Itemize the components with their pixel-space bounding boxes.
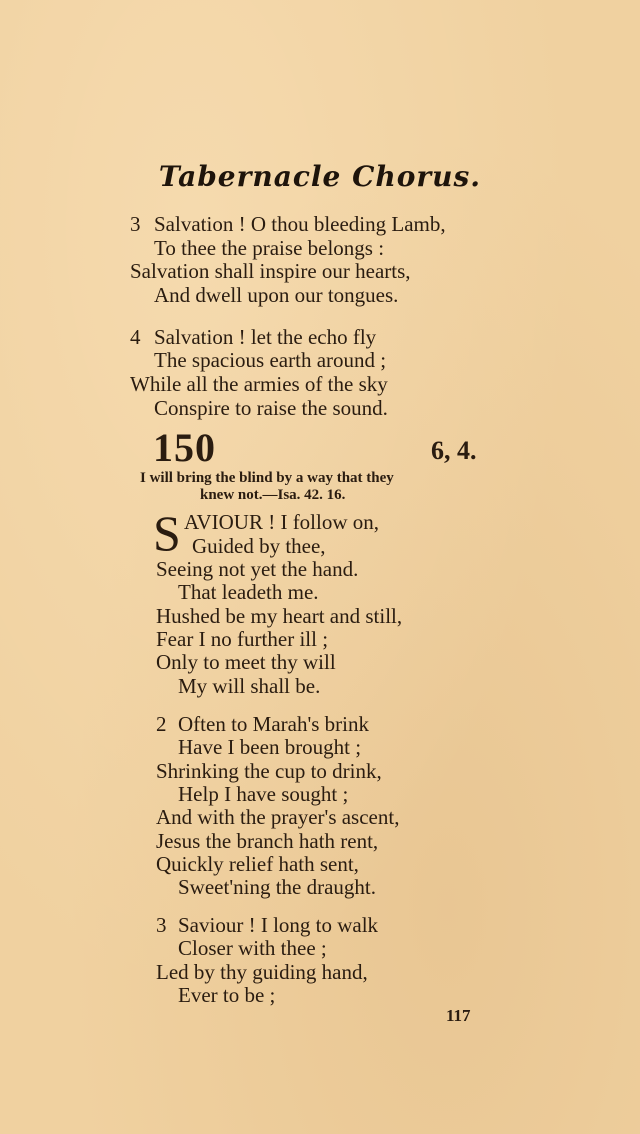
verse-line: Ever to be ;: [178, 983, 276, 1007]
verse-line: Seeing not yet the hand.: [156, 557, 359, 581]
scripture-epigraph: knew not.—Isa. 42. 16.: [200, 487, 346, 503]
scripture-epigraph: I will bring the blind by a way that they: [140, 470, 394, 486]
hymn-number: 150: [153, 425, 216, 470]
verse-line: Hushed be my heart and still,: [156, 604, 403, 628]
verse-line: That leadeth me.: [178, 580, 319, 604]
verse-line: Conspire to raise the sound.: [154, 396, 388, 420]
running-header: Tabernacle Chorus.: [158, 160, 482, 193]
verse-line: Salvation shall inspire our hearts,: [130, 259, 411, 283]
stanza-number: 4: [130, 325, 141, 349]
verse-line: Quickly relief hath sent,: [156, 852, 359, 876]
hymn-meter: 6, 4.: [431, 436, 477, 465]
verse-line: Shrinking the cup to drink,: [156, 759, 382, 783]
stanza-number: 3: [130, 212, 141, 236]
drop-cap: S: [153, 505, 181, 561]
verse-line: Often to Marah's brink: [178, 712, 369, 736]
verse-line: Guided by thee,: [192, 534, 326, 558]
verse-line: The spacious earth around ;: [154, 348, 387, 372]
verse-line: Led by thy guiding hand,: [156, 960, 368, 984]
verse-line: Have I been brought ;: [178, 735, 362, 759]
verse-line: My will shall be.: [178, 674, 321, 698]
stanza-number: 2: [156, 712, 167, 736]
verse-line: While all the armies of the sky: [130, 372, 388, 396]
verse-line: AVIOUR ! I follow on,: [184, 510, 380, 534]
verse-line: Fear I no further ill ;: [156, 627, 329, 651]
verse-line: To thee the praise belongs :: [154, 236, 385, 260]
verse-line: Closer with thee ;: [178, 936, 327, 960]
verse-line: And dwell upon our tongues.: [154, 283, 399, 307]
verse-line: And with the prayer's ascent,: [156, 805, 400, 829]
verse-line: Salvation ! O thou bleeding Lamb,: [154, 212, 446, 236]
verse-line: Sweet'ning the draught.: [178, 875, 376, 899]
verse-line: Saviour ! I long to walk: [178, 913, 379, 937]
verse-line: Salvation ! let the echo fly: [154, 325, 377, 349]
page-number: 117: [446, 1006, 471, 1025]
stanza-number: 3: [156, 913, 167, 937]
verse-line: Only to meet thy will: [156, 650, 336, 674]
verse-line: Help I have sought ;: [178, 782, 349, 806]
verse-line: Jesus the branch hath rent,: [156, 829, 379, 853]
